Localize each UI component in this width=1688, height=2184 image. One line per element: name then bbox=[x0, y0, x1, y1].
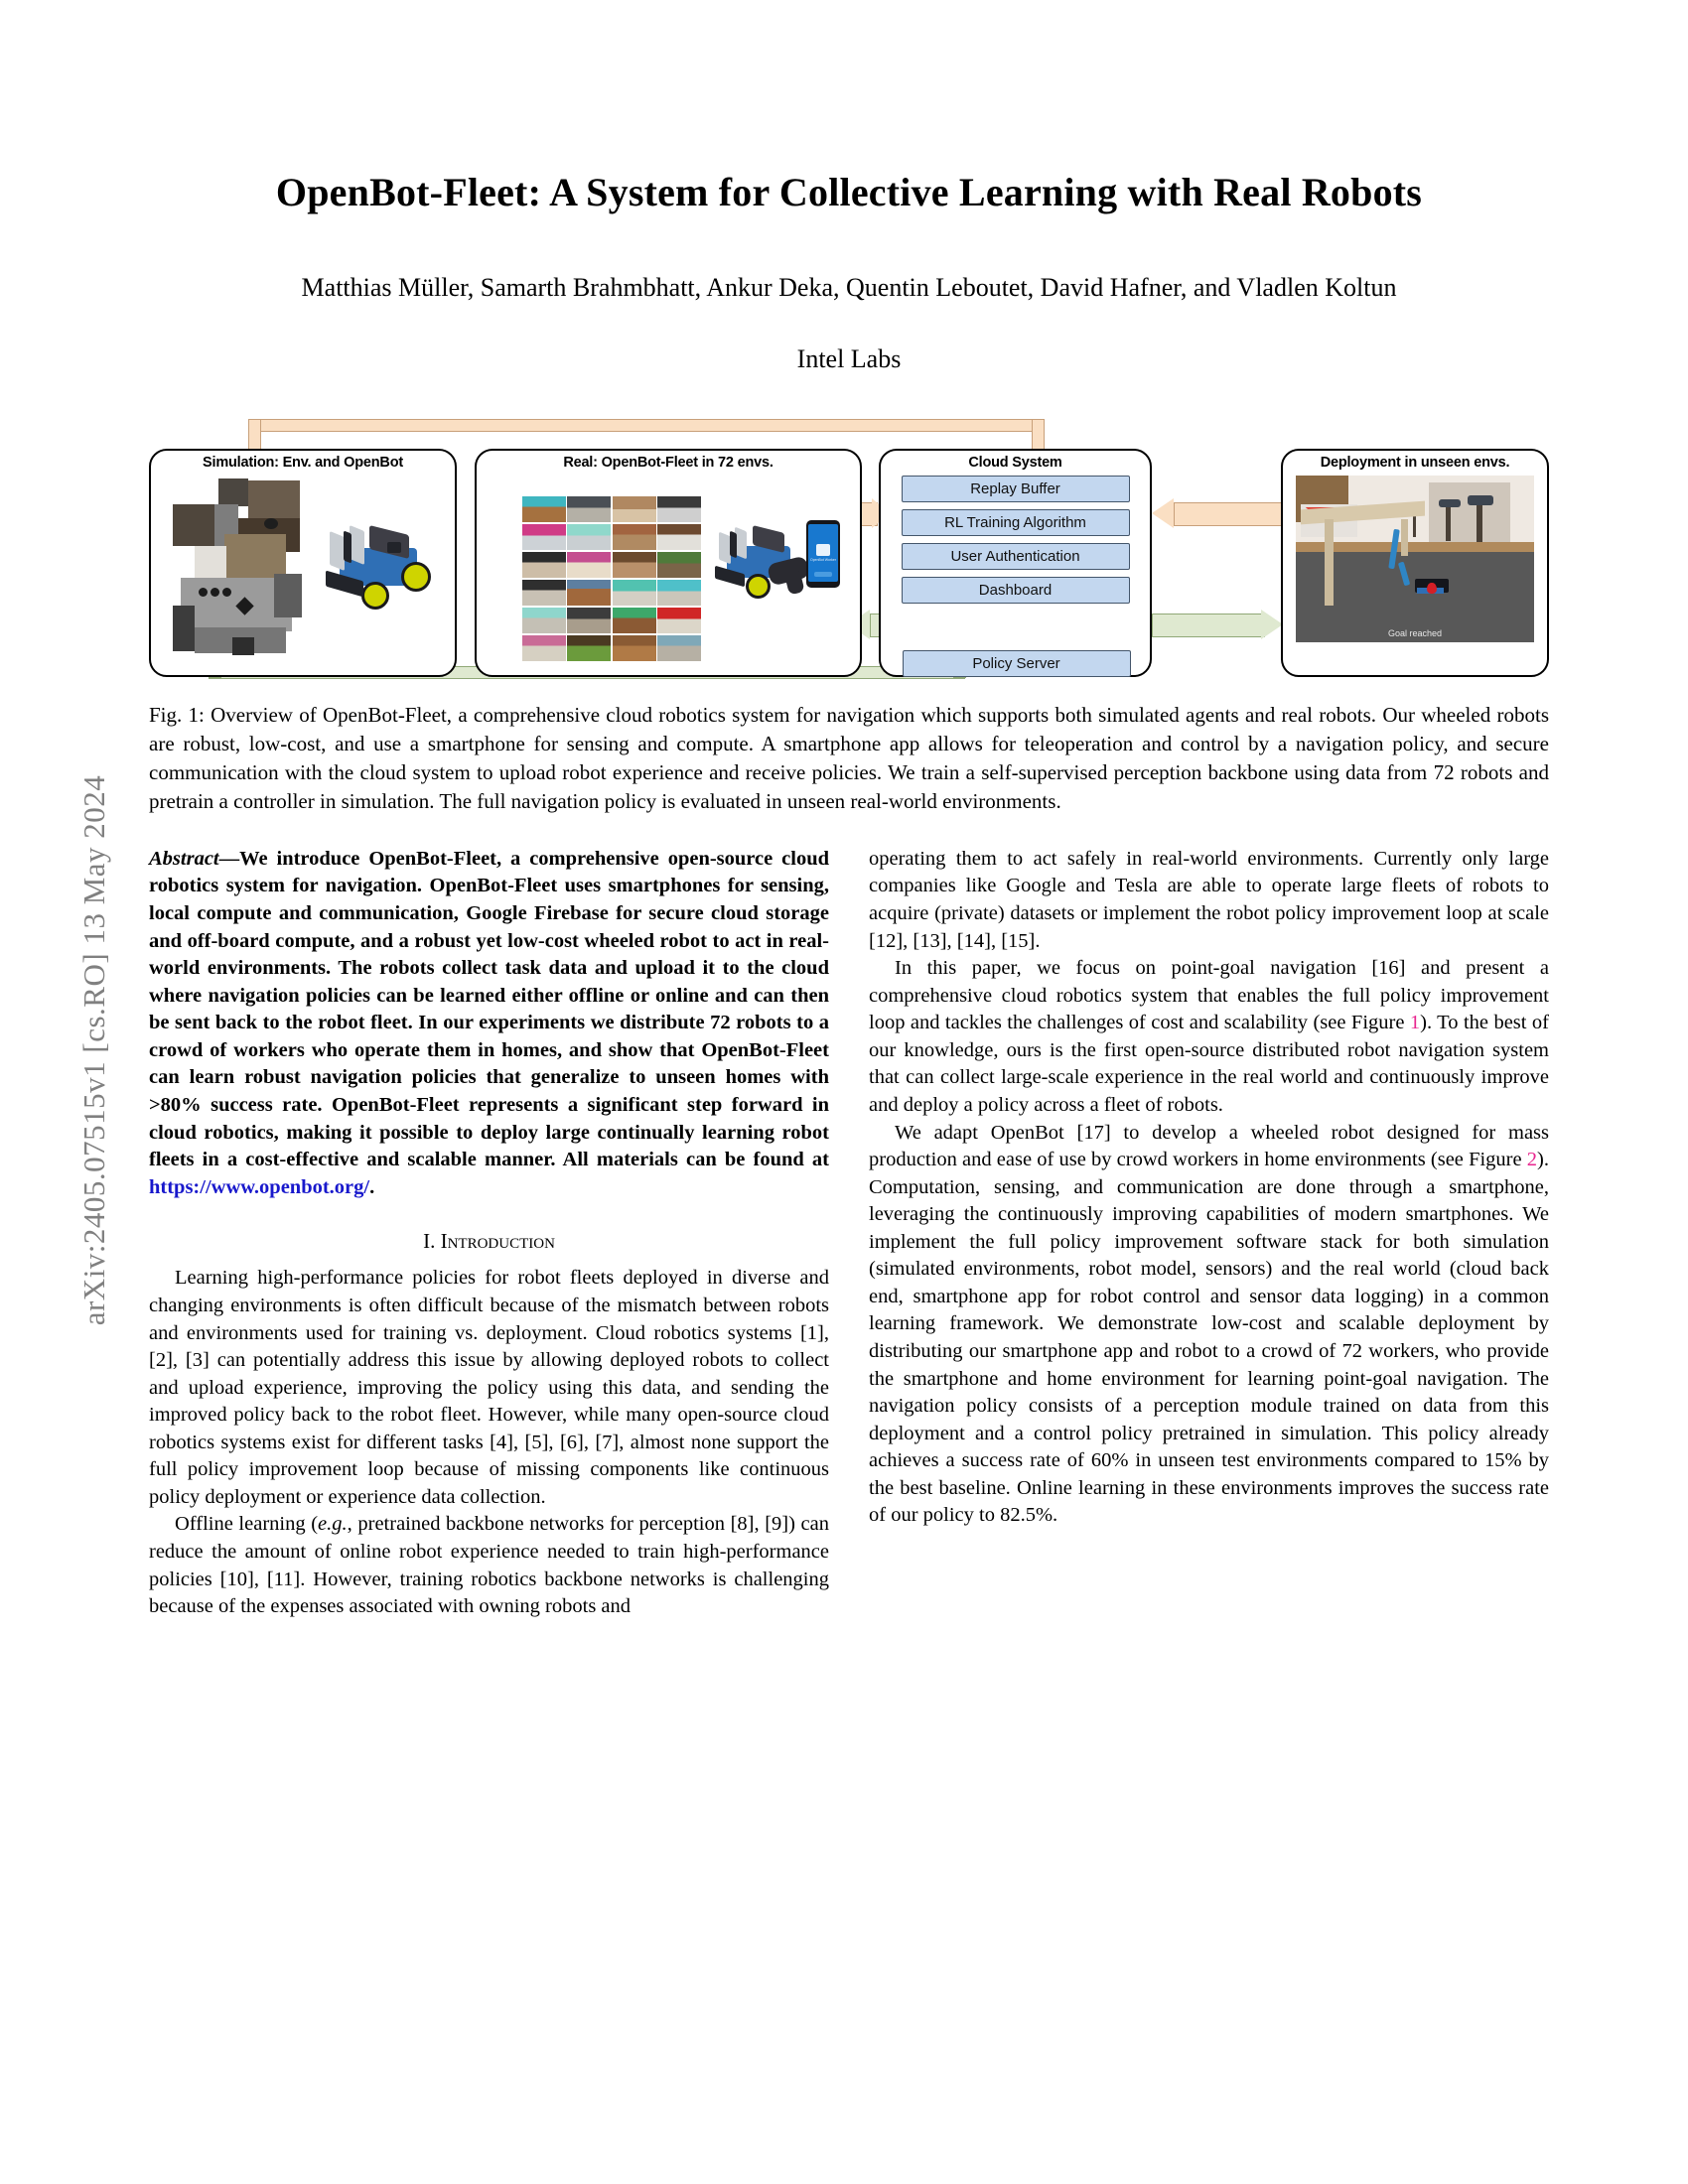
openbot-robot-with-controller bbox=[713, 526, 812, 608]
env-thumb bbox=[567, 580, 611, 606]
env-thumb bbox=[522, 552, 566, 578]
abstract-label: Abstract bbox=[149, 847, 219, 870]
offline-italic: e.g. bbox=[318, 1513, 348, 1536]
section-heading-introduction bbox=[149, 1227, 829, 1255]
upload-arrowhead-from-deploy bbox=[1152, 498, 1174, 528]
abstract-dash: — bbox=[218, 847, 240, 870]
offline-pre: Offline learning ( bbox=[175, 1513, 319, 1536]
cloud-block-policy-server[interactable]: Policy Server bbox=[903, 650, 1131, 677]
openbot-app-icon bbox=[816, 544, 830, 556]
floorplan-topdown bbox=[173, 478, 302, 655]
app-primary-button bbox=[814, 572, 832, 577]
figure-1 bbox=[149, 419, 1549, 677]
env-thumb bbox=[657, 580, 701, 606]
p2-pre: In this paper, we focus on point-goal navigation [16] and present a comprehensive cloud robotics system that enables the full policy improvement loop and tackles the challenges of cost and scalability (see Figure bbox=[869, 957, 1549, 1034]
openbot-app-label: OpenBot Worker bbox=[809, 558, 836, 562]
policy-arrowhead-deploy bbox=[1261, 610, 1283, 639]
env-thumb bbox=[522, 635, 566, 661]
abstract bbox=[149, 846, 829, 1201]
env-thumb bbox=[613, 608, 656, 633]
env-thumb bbox=[567, 608, 611, 633]
arxiv-stamp: arXiv:2405.07515v1 [cs.RO] 13 May 2024 bbox=[76, 774, 111, 1326]
env-thumb bbox=[522, 496, 566, 522]
env-thumb bbox=[567, 552, 611, 578]
openbot-robot-render bbox=[318, 526, 435, 617]
environment-thumbnail-grid bbox=[522, 496, 701, 661]
env-thumb bbox=[657, 496, 701, 522]
cloud-block-replay-buffer[interactable]: Replay Buffer bbox=[902, 476, 1130, 502]
policy-arrow-cloud-to-deploy bbox=[1152, 614, 1265, 637]
env-thumb bbox=[522, 524, 566, 550]
openbot-website-link[interactable]: https://www.openbot.org/ bbox=[149, 1175, 370, 1198]
env-thumb bbox=[657, 524, 701, 550]
paragraph-right-1: operating them to act safely in real-world environments. Currently only large companies like Google and Tesla are able to operate large fleets of robots to acquire (private) datasets or implement the robot policy improvement loop at scale [12], [13], [14], [15]. bbox=[869, 847, 1549, 952]
p3-pre: We adapt OpenBot [17] to develop a wheeled robot designed for mass production and ease of use by crowd workers in home environments (see Figure bbox=[869, 1121, 1549, 1171]
env-thumb bbox=[567, 496, 611, 522]
figure-panel-simulation bbox=[149, 449, 457, 677]
env-thumb bbox=[567, 635, 611, 661]
env-thumb bbox=[613, 552, 656, 578]
panel-title-cloud: Cloud System bbox=[968, 455, 1062, 471]
p3-post: ). Computation, sensing, and communication are done through a smartphone, leveraging the continuously improving capabilities of modern smartphones. We implement the full policy improvement software stack for both simulation (simulated environments, robot model, sensors) and the real world (cloud back end, smartphone app for robot control and sensor data logging) in a common learning framework. We demonstrate low-cost and scalable deployment by distributing our smartphone app and robot to a crowd of 72 workers, who provide the smartphone and home environment for learning point-goal navigation. The navigation policy consists of a perception module trained on data from this deployment and a control policy pretrained in simulation. This policy already achieves a success rate of 60% in unseen test environments compared to 15% by the best baseline. Online learning in these environments improves the success rate of our policy to 82.5%. bbox=[869, 1149, 1549, 1527]
deployment-photo bbox=[1296, 476, 1534, 642]
upload-arrow-band-top bbox=[248, 419, 1045, 432]
section-title: Introduction bbox=[440, 1229, 555, 1254]
cloud-block-stack bbox=[881, 471, 1150, 672]
page-body bbox=[149, 0, 1549, 2184]
cloud-block-dashboard[interactable]: Dashboard bbox=[902, 577, 1130, 604]
smartphone-screen bbox=[808, 524, 838, 582]
offline-post: , pretrained backbone networks for perception [8], [9]) can reduce the amount of online robot experience needed to train high-performance policies [10], [11]. However, training robotics backbone networks is challenging because of the expenses associated with owning robots and bbox=[149, 1513, 829, 1618]
cloud-block-rl-training-algorithm[interactable]: RL Training Algorithm bbox=[902, 509, 1130, 536]
env-thumb bbox=[567, 524, 611, 550]
p2-post: ). To the best of our knowledge, ours is the first open-source distributed robot navigation system that can collect large-scale experience in the real world and continuously improve and deploy a policy across a fleet of robots. bbox=[869, 1012, 1549, 1116]
cloud-block-user-authentication[interactable]: User Authentication bbox=[902, 543, 1130, 570]
env-thumb bbox=[613, 496, 656, 522]
author-list: Matthias Müller, Samarth Brahmbhatt, Ankur Deka, Quentin Leboutet, David Hafner, and Vladlen Koltun bbox=[301, 273, 1397, 302]
page-title: OpenBot-Fleet: A System for Collective Learning with Real Robots bbox=[275, 170, 1423, 214]
panel-title-real: Real: OpenBot-Fleet in 72 envs. bbox=[563, 455, 774, 471]
figure-reference-2[interactable]: 2 bbox=[1526, 1149, 1538, 1171]
simulation-artwork bbox=[151, 471, 455, 665]
affiliation: Intel Labs bbox=[796, 344, 902, 373]
figure-panel-real bbox=[475, 449, 862, 677]
panel-title-deployment: Deployment in unseen envs. bbox=[1320, 455, 1510, 471]
paragraph-right-3 bbox=[869, 1120, 1549, 1530]
upload-arrow-deploy-to-cloud bbox=[1174, 502, 1285, 526]
left-column bbox=[149, 846, 829, 1621]
figure-caption: Fig. 1: Overview of OpenBot-Fleet, a comprehensive cloud robotics system for navigation which supports both simulated agents and real robots. Our wheeled robots are robust, low-cost, and use a smartphone for sensing and compute. A smartphone app allows for teleoperation and control by a navigation policy, and secure communication with the cloud system to upload robot experience and receive policies. We train a self-supervised perception backbone using data from 72 robots and pretrain a controller in simulation. The full navigation policy is evaluated in unseen real-world environments. bbox=[149, 703, 1549, 813]
figure-panel-cloud bbox=[879, 449, 1152, 677]
paragraph-intro-2 bbox=[149, 1511, 829, 1620]
smartphone bbox=[806, 520, 840, 588]
env-thumb bbox=[657, 552, 701, 578]
figure-panel-deployment bbox=[1281, 449, 1549, 677]
env-thumb bbox=[522, 580, 566, 606]
section-number: I. bbox=[423, 1229, 436, 1254]
env-thumb bbox=[657, 608, 701, 633]
env-thumb bbox=[657, 635, 701, 661]
goal-reached-label: Goal reached bbox=[1387, 628, 1443, 638]
env-thumb bbox=[613, 635, 656, 661]
right-column bbox=[869, 846, 1549, 1621]
env-thumb bbox=[522, 608, 566, 633]
figure-reference-1[interactable]: 1 bbox=[1409, 1012, 1421, 1034]
paragraph-right-2 bbox=[869, 955, 1549, 1119]
env-thumb bbox=[613, 524, 656, 550]
abstract-tail: . bbox=[369, 1175, 375, 1198]
paragraph-intro-1: Learning high-performance policies for robot fleets deployed in diverse and changing environments is often difficult because of the mismatch between robots and environments used for training vs. deployment. Cloud robotics systems [1], [2], [3] can potentially address this issue by allowing deployed robots to collect and upload experience, improving the policy using this data, and sending the improved policy back to the robot fleet. However, while many open-source cloud robotics systems exist for different tasks [4], [5], [6], [7], almost none support the full policy improvement loop because of missing components like continuous policy deployment or experience data collection. bbox=[149, 1267, 829, 1508]
abstract-text: We introduce OpenBot-Fleet, a comprehensive open-source cloud robotics system for navigation. OpenBot-Fleet uses smartphones for sensing, local compute and communication, Google Firebase for secure cloud storage and off-board compute, and a robust yet low-cost wheeled robot to act in real-world environments. The robots collect task data and upload it to the cloud where navigation policies can be learned either offline or online and can then be sent back to the robot fleet. In our experiments we distribute 72 robots to a crowd of workers who operate them in homes, and show that OpenBot-Fleet can learn robust navigation policies that generalize to unseen homes with >80% success rate. OpenBot-Fleet represents a significant step forward in cloud robotics, making it possible to deploy large continually learning robot fleets in a cost-effective and scalable manner. All materials can be found at bbox=[149, 847, 829, 1171]
two-column-body bbox=[149, 846, 1549, 1621]
env-thumb bbox=[613, 580, 656, 606]
panel-title-simulation: Simulation: Env. and OpenBot bbox=[203, 455, 403, 471]
